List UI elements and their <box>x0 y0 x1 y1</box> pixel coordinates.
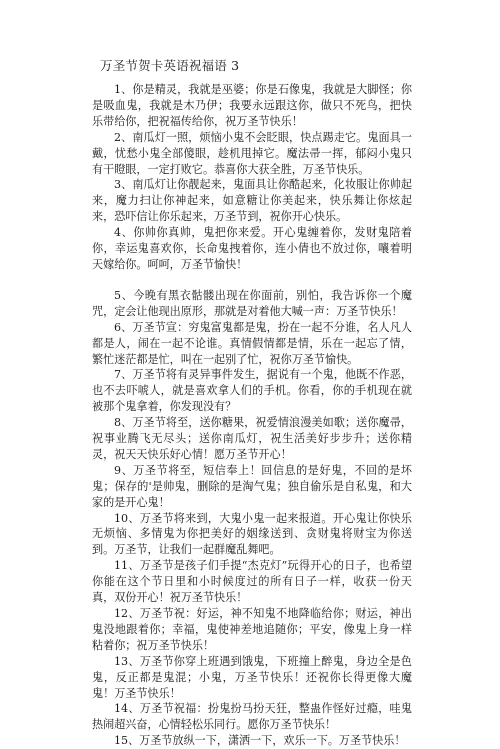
paragraph-11: 11、万圣节是孩子们手提“杰克灯”玩得开心的日子，也希望你能在这个节日里和小时候度过的所有日子一样，收获一份天真，双份开心！祝万圣节快乐！ <box>92 559 412 605</box>
paragraph-15: 15、万圣节放纵一下，潇洒一下，欢乐一下。万圣节快乐！ <box>114 734 406 748</box>
document-body <box>92 82 412 749</box>
paragraph-14: 14、万圣节祝福：扮鬼扮马扮天狂，整蛊作怪好过瘾，哇鬼热闹超兴奋，心情轻松乐同行。愿你万圣节快乐！ <box>92 702 412 732</box>
paragraph-2: 2、南瓜灯一照，烦恼小鬼不会眨眼，快点踢走它。鬼面具一戴，忧愁小鬼全部傻眼，趁机甩掉它。魔法帚一挥，郁闷小鬼只有干瞪眼，一定打败它。恭喜你大获全胜，万圣节快乐。 <box>92 130 412 176</box>
paragraph-4: 4、你帅你真帅，鬼把你来爱。开心鬼缠着你，发财鬼陪着你，幸运鬼喜欢你，长命鬼拽着你，连小倩也不放过你，嚷着明天嫁给你。呵呵，万圣节愉快！ <box>92 226 412 271</box>
paragraph-3: 3、南瓜灯让你靓起来，鬼面具让你酷起来，化妆服让你帅起来，魔力扫让你神起来，如意糖让你美起来，快乐舞让你炫起来，恐吓信让你乐起来，万圣节到，祝你开心快乐。 <box>92 178 412 224</box>
document-title: 万圣节贺卡英语祝福语 3 <box>100 58 240 73</box>
paragraph-10: 10、万圣节将来到，大鬼小鬼一起来报道。开心鬼让你快乐无烦恼、多情鬼为你把美好的姻缘送到、贪财鬼将财宝为你送到。万圣节，让我们一起群魔乱舞吧。 <box>92 511 412 557</box>
paragraph-6: 6、万圣节宣：穷鬼富鬼都是鬼，扮在一起不分谁，名人凡人都是人，闹在一起不论谁。真情假情都是情，乐在一起忘了情，繁忙迷茫都是忙，叫在一起别了忙，祝你万圣节愉快。 <box>92 320 412 366</box>
paragraph-8: 8、万圣节将至，送你糖果，祝爱情浪漫美如歌；送你魔帚，祝事业腾飞无尽头；送你南瓜灯，祝生活美好步步升；送你精灵，祝天天快乐好心情！愿万圣节开心！ <box>92 416 412 461</box>
paragraph-12: 12、万圣节祝：好运，神不知鬼不地降临给你；财运，神出鬼没地跟着你；幸福，鬼使神差地追随你；平安，像鬼上身一样粘着你；祝万圣节快乐！ <box>92 607 412 652</box>
paragraph-1: 1、你是精灵，我就是巫婆；你是石像鬼，我就是大脚怪；你是吸血鬼，我就是木乃伊；我要永远跟这你，做只不死鸟，把快乐带给你，把祝福传给你，祝万圣节快乐！ <box>92 83 412 128</box>
paragraph-9: 9、万圣节将至，短信奉上！回信息的是好鬼，不回的是坏鬼；保存的'是帅鬼，删除的是淘气鬼；独自偷乐是自私鬼，和大家的是开心鬼！ <box>92 463 412 509</box>
paragraph-spacer <box>92 273 412 288</box>
paragraph-7: 7、万圣节将有灵异事件发生，据说有一个鬼，他既不作恶，也不去吓唬人，就是喜欢拿人们的手机。你看，你的手机现在就被那个鬼拿着，你发现没有？ <box>92 368 412 414</box>
paragraph-13: 13、万圣节你穿上班遇到饿鬼，下班撞上醉鬼，身边全是色鬼，反正都是鬼混；小鬼，万圣节快乐！还祝你长得更像大魔鬼！万圣节快乐！ <box>92 654 412 700</box>
paragraph-5: 5、今晚有黑衣骷髅出现在你面前，别怕，我告诉你一个魔咒，定会让他现出原形，那就是对着他大喊一声：万圣节快乐！ <box>92 288 412 318</box>
